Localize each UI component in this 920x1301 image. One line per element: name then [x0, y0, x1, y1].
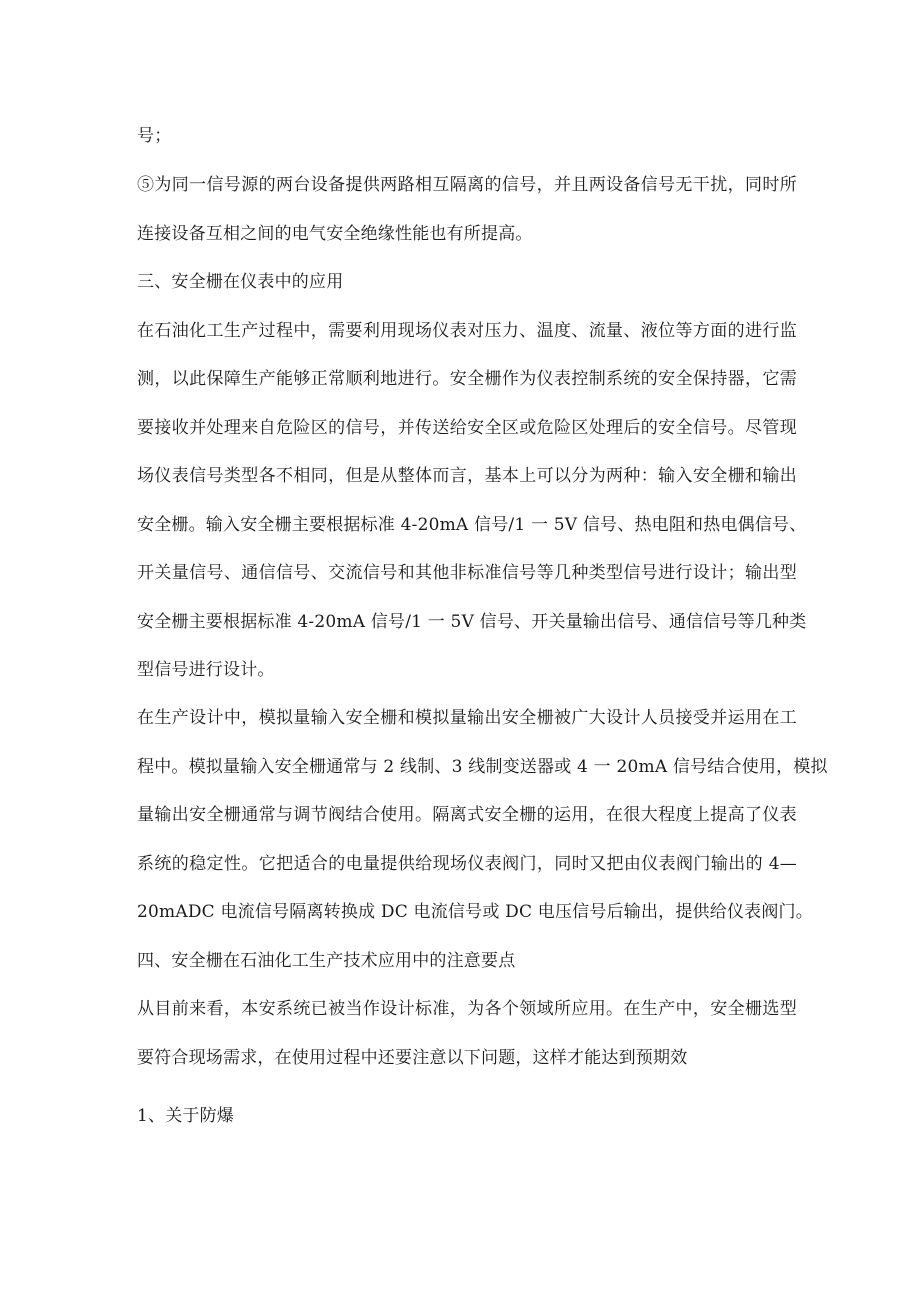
text-line: 安全栅主要根据标准 4-20mA 信号/1 一 5V 信号、开关量输出信号、通信信号等几种类 — [137, 612, 807, 632]
text-line: 测，以此保障生产能够正常顺利地进行。安全栅作为仪表控制系统的安全保持器，它需 — [137, 369, 797, 389]
section-heading: 三、安全栅在仪表中的应用 — [137, 272, 344, 292]
text-line: 20mADC 电流信号隔离转换成 DC 电流信号或 DC 电压信号后输出，提供给仪表阀门。 — [137, 902, 813, 922]
text-line: 从目前来看，本安系统已被当作设计标准，为各个领域所应用。在生产中，安全栅选型 — [137, 999, 797, 1019]
text-line: 在石油化工生产过程中，需要利用现场仪表对压力、温度、流量、液位等方面的进行监 — [137, 321, 797, 341]
text-line: 系统的稳定性。它把适合的电量提供给现场仪表阀门，同时又把由仪表阀门输出的 4— — [137, 854, 797, 874]
text-line: 程中。模拟量输入安全栅通常与 2 线制、3 线制变送器或 4 一 20mA 信号结合使用，模拟 — [137, 757, 828, 777]
text-line: 型信号进行设计。 — [137, 660, 275, 680]
text-line: 安全栅。输入安全栅主要根据标准 4-20mA 信号/1 一 5V 信号、热电阻和热电偶信号、 — [137, 515, 807, 535]
text-line: 要符合现场需求，在使用过程中还要注意以下问题，这样才能达到预期效 — [137, 1048, 688, 1068]
text-line: 号； — [137, 126, 172, 146]
subsection-heading: 1、关于防爆 — [137, 1106, 235, 1126]
text-line: 开关量信号、通信信号、交流信号和其他非标准信号等几种类型信号进行设计；输出型 — [137, 563, 797, 583]
text-line: 量输出安全栅通常与调节阀结合使用。隔离式安全栅的运用，在很大程度上提高了仪表 — [137, 805, 797, 825]
text-line: 在生产设计中，模拟量输入安全栅和模拟量输出安全栅被广大设计人员接受并运用在工 — [137, 708, 797, 728]
section-heading: 四、安全栅在石油化工生产技术应用中的注意要点 — [137, 951, 516, 971]
text-line: ⑤为同一信号源的两台设备提供两路相互隔离的信号，并且两设备信号无干扰，同时所 — [137, 175, 797, 195]
text-line: 要接收并处理来自危险区的信号，并传送给安全区或危险区处理后的安全信号。尽管现 — [137, 418, 797, 438]
text-line: 场仪表信号类型各不相同，但是从整体而言，基本上可以分为两种：输入安全栅和输出 — [137, 466, 797, 486]
text-line: 连接设备互相之间的电气安全绝缘性能也有所提高。 — [137, 224, 533, 244]
